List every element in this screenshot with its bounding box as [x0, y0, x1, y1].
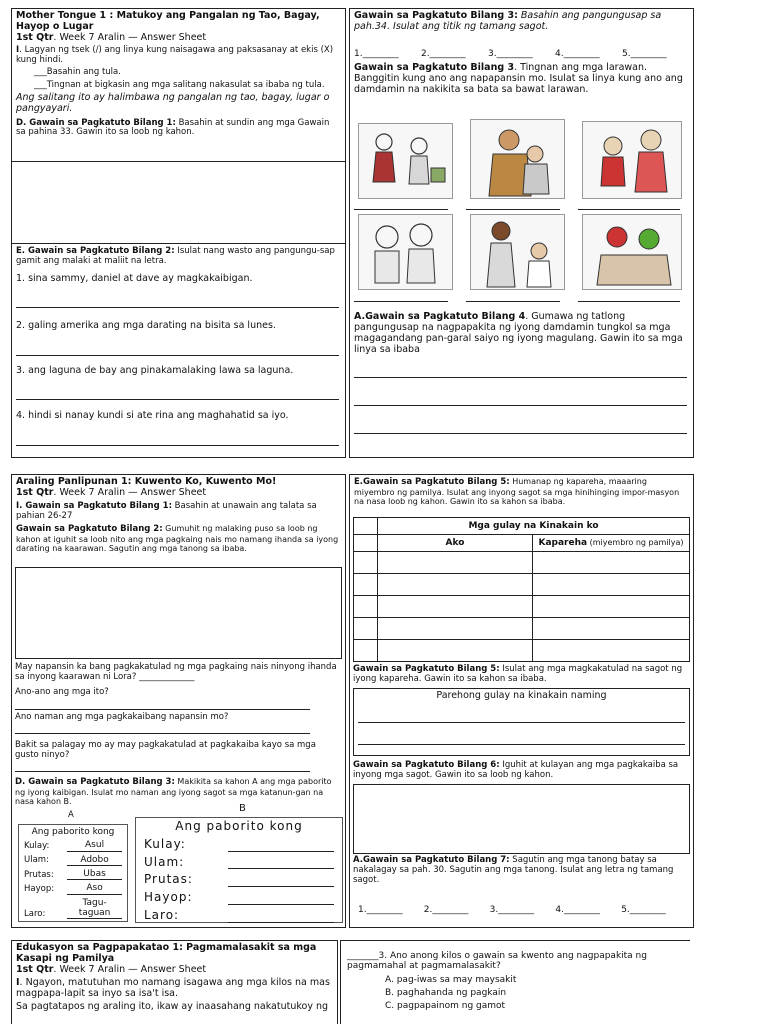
mt-drawing-box[interactable] — [12, 162, 345, 243]
mt-answer-line-3[interactable] — [16, 399, 339, 400]
favorite-input-row[interactable]: Ulam: — [144, 856, 334, 870]
ap-answer-1[interactable] — [15, 709, 310, 710]
g6-drawing-box[interactable] — [353, 784, 690, 854]
favorites-box-a — [18, 824, 128, 922]
esp-question-3: _______3. Ano anong kilos o gawain sa kwento ang nagpapakita ng pagmamahal at pagmamalasakit? — [347, 951, 647, 972]
ap-activity-3: D. Gawain sa Pagkatuto Bilang 3: Makikita sa kahon A ang mga paborito ng iyong kaibigan. Isulat mo naman ang iyong sagot sa mga katanun-gan na nasa kahon B. — [15, 777, 332, 806]
esp-paragraph: Sa pagtatapos ng araling ito, ikaw ay inaasahang nakatutukoy ng — [16, 1000, 329, 1012]
a4-line-2[interactable] — [354, 405, 687, 406]
ap-answer-2[interactable] — [15, 733, 310, 734]
mt-question: Ang salitang ito ay halimbawa ng pangalan ng tao, bagay, lugar o pangyayari. — [16, 91, 330, 114]
g3-answer-1[interactable]: 1.________ — [354, 48, 399, 59]
table-row[interactable] — [354, 640, 690, 662]
favorites-box-a-title: Ang paborito kong — [31, 827, 115, 837]
e5-instruction: E.Gawain sa Pagkatuto Bilang 5: Humanap ng kapareha, maaaring miyembro ng pamilya. Isulat ang inyong sagot sa mga hinihinging impor-masyon na nasa loob ng kahon. Gawin ito sa kahon sa ibaba. — [354, 477, 680, 506]
esp-choice-c[interactable]: C. pagpapainom ng gamot — [385, 1000, 506, 1011]
mt-sentence-2: 2. galing amerika ang mga darating na bisita sa lunes. — [16, 320, 276, 331]
esp-panel — [11, 940, 338, 1024]
favorite-input-row[interactable]: Hayop: — [144, 891, 334, 905]
favorite-input-row[interactable]: Laro: — [144, 909, 334, 923]
col-ako: Ako — [378, 535, 533, 552]
araling-panlipunan-panel — [11, 474, 346, 928]
g3-answer-4[interactable]: 4.________ — [555, 48, 600, 59]
ap-question-1: May napansin ka bang pagkakatulad ng mga pagkaing nais ninyong ihanda sa inyong kaarawan ni Lora? _____________ — [15, 662, 337, 682]
mt-activity-e: E. Gawain sa Pagkatuto Bilang 2: Isulat nang wasto ang pangungu-sap gamit ang malaki at maliit na letra. — [16, 246, 335, 266]
favorite-input-row[interactable]: Prutas: — [144, 873, 334, 887]
favorite-row: Ulam: Adobo — [24, 855, 122, 866]
vegetable-table — [353, 517, 690, 662]
a7-answer-4[interactable]: 4.________ — [555, 905, 600, 915]
a7-answer-5[interactable]: 5.________ — [621, 905, 666, 915]
esp-question-panel — [340, 940, 690, 1024]
ap-question-1b: Ano-ano ang mga ito? — [15, 687, 109, 697]
mt-sentence-4: 4. hindi si nanay kundi si ate rina ang maghahatid sa iyo. — [16, 410, 289, 421]
gawain-3-4-panel — [349, 8, 694, 458]
g3-instruction: Gawain sa Pagkatuto Bilang 3: Basahin ang pangungusap sa pah.34. Isulat ang titik ng tamang sagot. — [354, 10, 662, 32]
g5-answer-box[interactable] — [353, 688, 690, 756]
esp-title: Edukasyon sa Pagpapakatao 1: Pagmamalasakit sa mga Kasapi ng Pamilya — [16, 942, 317, 964]
col-kapareha: Kapareha (miyembro ng pamilya) — [533, 535, 690, 552]
esp-quarter: 1st Qtr. Week 7 Aralin — Answer Sheet — [16, 963, 207, 975]
mt-sentence-3: 3. ang laguna de bay ang pinakamalaking lawa sa laguna. — [16, 365, 294, 376]
g3-answer-2[interactable]: 2.________ — [421, 48, 466, 59]
a7-answer-3[interactable]: 3.________ — [489, 905, 535, 915]
mt-answer-line-1[interactable] — [16, 307, 339, 308]
mt-answer-line-4[interactable] — [16, 445, 339, 446]
g6-instruction: Gawain sa Pagkatuto Bilang 6: Iguhit at kulayan ang mga pagkakaiba sa inyong mga sagot. Gawin ito sa loob ng kahon. — [353, 760, 679, 780]
favorite-row: Laro: Tagu-taguan — [24, 898, 122, 920]
emotion-picture-4 — [358, 214, 453, 290]
g3-answer-row — [354, 49, 689, 59]
emotion-line-4[interactable] — [354, 301, 448, 302]
a7-answer-row — [358, 905, 687, 915]
emotion-picture-1 — [358, 123, 453, 199]
mt-activity-d: D. Gawain sa Pagkatuto Bilang 1: Basahin at sundin ang mga Gawain sa pahina 33. Gawin ito sa loob ng kahon. — [16, 117, 330, 138]
favorites-box-b — [135, 817, 343, 923]
mt-sentence-1: 1. sina sammy, daniel at dave ay magkakaibigan. — [16, 273, 253, 284]
g3-answer-3[interactable]: 3.________ — [488, 48, 533, 59]
mt-quarter: 1st Qtr. Week 7 Aralin — Answer Sheet — [16, 31, 207, 43]
mt-title: Mother Tongue 1 : Matukoy ang Pangalan ng Tao, Bagay, Hayop o Lugar — [16, 10, 320, 32]
g5-line-2[interactable] — [358, 744, 685, 745]
ap-heart-drawing-box[interactable] — [15, 567, 342, 659]
table-row[interactable] — [354, 574, 690, 596]
mt-item-1: ___Basahin ang tula. — [34, 67, 121, 78]
mother-tongue-panel — [11, 8, 346, 458]
favorites-box-b-title: Ang paborito kong — [175, 819, 303, 833]
favorite-row: Hayop: Aso — [24, 883, 122, 894]
table-title: Mga gulay na Kinakain ko — [378, 518, 690, 535]
ap-quarter: 1st Qtr. Week 7 Aralin — Answer Sheet — [16, 486, 207, 498]
g3-answer-5[interactable]: 5.________ — [622, 48, 667, 59]
table-row[interactable] — [354, 552, 690, 574]
emotion-picture-6 — [582, 214, 682, 290]
g5-box-label: Parehong gulay na kinakain naming — [436, 690, 607, 701]
g3b-instruction: Gawain sa Pagkatuto Bilang 3. Tingnan ang mga larawan. Banggitin kung ano ang napapansin mo. Isulat sa linya kung ano ang damdamin na nakikita sa bata sa bawat larawan. — [354, 62, 683, 96]
mt-answer-line-2[interactable] — [16, 355, 339, 356]
g5-instruction: Gawain sa Pagkatuto Bilang 5: Isulat ang mga magkakatulad na sagot ng iyong kapareha. Gawin ito sa kahon sa ibaba. — [353, 664, 683, 684]
a4-line-3[interactable] — [354, 433, 687, 434]
emotion-line-5[interactable] — [466, 301, 560, 302]
esp-instruction-i: I. Ngayon, matutuhan mo namang isagawa ang mga kilos na mas magpapa-lapit sa inyo sa isa't isa. — [16, 976, 330, 999]
ap-activity-2: Gawain sa Pagkatuto Bilang 2: Gumuhit ng malaking puso sa loob ng kahon at iguhit sa loob nito ang mga pagkaing nais mo namang ihanda sa iyong darating na kaarawan. Sagutin ang mga tanong sa ibaba. — [16, 524, 339, 554]
a4-instruction: A.Gawain sa Pagkatuto Bilang 4. Gumawa ng tatlong pangungusap na nagpapakita ng iyong damdamin tungkol sa mga magagandang pan-garal saiyo ng iyong magulang. Gawin ito sa mga linya sa ibaba — [354, 311, 683, 355]
ap-activity-1: I. Gawain sa Pagkatuto Bilang 1: Basahin at unawain ang talata sa pahian 26-27 — [16, 500, 317, 521]
emotion-line-3[interactable] — [578, 209, 680, 210]
ap-question-2: Ano naman ang mga pagkakaibang napansin mo? — [15, 712, 229, 722]
gawain-5-7-panel — [349, 474, 694, 928]
table-row[interactable] — [354, 596, 690, 618]
favorite-row: Kulay: Asul — [24, 840, 122, 851]
esp-choice-b[interactable]: B. paghahanda ng pagkain — [385, 987, 507, 998]
favorite-row: Prutas: Ubas — [24, 869, 122, 880]
emotion-line-2[interactable] — [466, 209, 560, 210]
favorite-input-row[interactable]: Kulay: — [144, 838, 334, 852]
emotion-picture-3 — [582, 121, 682, 199]
g5-line-1[interactable] — [358, 722, 685, 723]
ap-label-a: A — [68, 810, 74, 820]
a4-line-1[interactable] — [354, 377, 687, 378]
ap-answer-3[interactable] — [15, 771, 310, 772]
ap-title: Araling Panlipunan 1: Kuwento Ko, Kuwento Mo! — [16, 476, 277, 487]
ap-question-3: Bakit sa palagay mo ay may pagkakatulad at pagkakaiba kayo sa mga gusto ninyo? — [15, 740, 316, 760]
esp-choice-a[interactable]: A. pag-iwas sa may maysakit — [385, 974, 517, 985]
a7-answer-2[interactable]: 2.________ — [423, 905, 469, 915]
emotion-line-6[interactable] — [578, 301, 680, 302]
mt-item-2: ___Tingnan at bigkasin ang mga salitang nakasulat sa ibaba ng tula. — [34, 80, 325, 91]
a7-answer-1[interactable]: 1.________ — [358, 905, 403, 915]
emotion-line-1[interactable] — [354, 209, 448, 210]
ap-label-b: B — [239, 803, 246, 814]
mt-instruction-i: I. Lagyan ng tsek (/) ang linya kung naisagawa ang paksasanay at ekis (X) kung hindi. — [16, 44, 334, 65]
emotion-picture-2 — [470, 119, 565, 199]
emotion-picture-5 — [470, 214, 565, 290]
a7-instruction: A.Gawain sa Pagkatuto Bilang 7: Sagutin ang mga tanong batay sa nakalagay sa pah. 30. Sagutin ang mga tanong. Isulat ang letra ng tamang sagot. — [353, 855, 674, 885]
table-row[interactable] — [354, 618, 690, 640]
